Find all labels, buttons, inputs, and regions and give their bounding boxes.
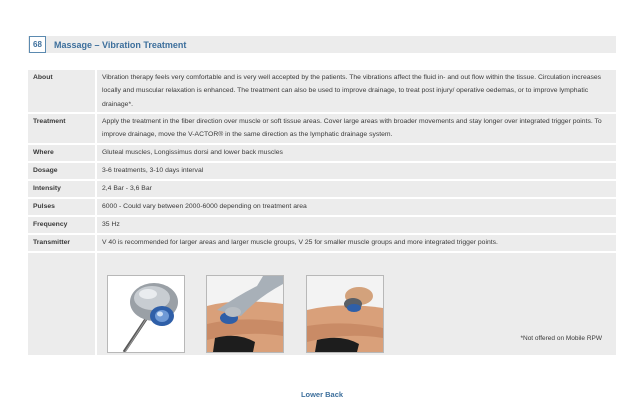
table-row-dosage [28,163,616,179]
table-row-about [28,70,616,112]
transmitter-device-image [107,275,185,353]
row-label: Frequency [28,217,97,233]
row-value: 35 Hz [97,217,616,233]
treatment-photo-lower-back-2 [306,275,384,353]
row-value: V 40 is recommended for larger areas and larger muscle groups, V 25 for smaller muscle groups and more integrated trigger points. [97,235,616,251]
table-row-intensity [28,181,616,197]
table-row-treatment [28,114,616,143]
page-title: Massage – Vibration Treatment [54,39,187,50]
availability-note: *Not offered on Mobile RPW [520,334,602,342]
row-label: Dosage [28,163,97,179]
row-label: Where [28,145,97,161]
treatment-spec-table [28,68,616,357]
row-value: Gluteal muscles, Longissimus dorsi and lower back muscles [97,145,616,161]
figure-caption: Lower Back [300,390,344,399]
row-label: Treatment [28,114,97,143]
row-value: 2,4 Bar - 3,6 Bar [97,181,616,197]
table-row-where [28,145,616,161]
row-value: 6000 - Could vary between 2000-6000 depending on treatment area [97,199,616,215]
row-label: Transmitter [28,235,97,251]
row-label-empty [28,253,97,355]
page-header [28,36,616,53]
row-label: Pulses [28,199,97,215]
row-value: 3-6 treatments, 3-10 days interval [97,163,616,179]
row-label: About [28,70,97,112]
images-cell [97,253,616,355]
table-row-pulses [28,199,616,215]
treatment-photo-lower-back-1 [206,275,284,353]
table-row-images [28,253,616,355]
row-value: Vibration therapy feels very comfortable and is very well accepted by the patients. The vibrations affect the fluid in- and out flow within the tissue. Circulation increases locally and muscular relaxation is enhanced. The treatment can also be used to improve drainage, to treat post injury/ operative oedemas, or to improve lymphatic drainage*. [97,70,616,112]
page-number-badge: 68 [29,36,46,53]
table-row-transmitter [28,235,616,251]
table-row-frequency [28,217,616,233]
row-value: Apply the treatment in the fiber direction over muscle or soft tissue areas. Cover large areas with broader movements and stay longer over integrated trigger points. To improve drainage, move the V-ACTOR® in the same direction as the lymphatic drainage system. [97,114,616,143]
row-label: Intensity [28,181,97,197]
